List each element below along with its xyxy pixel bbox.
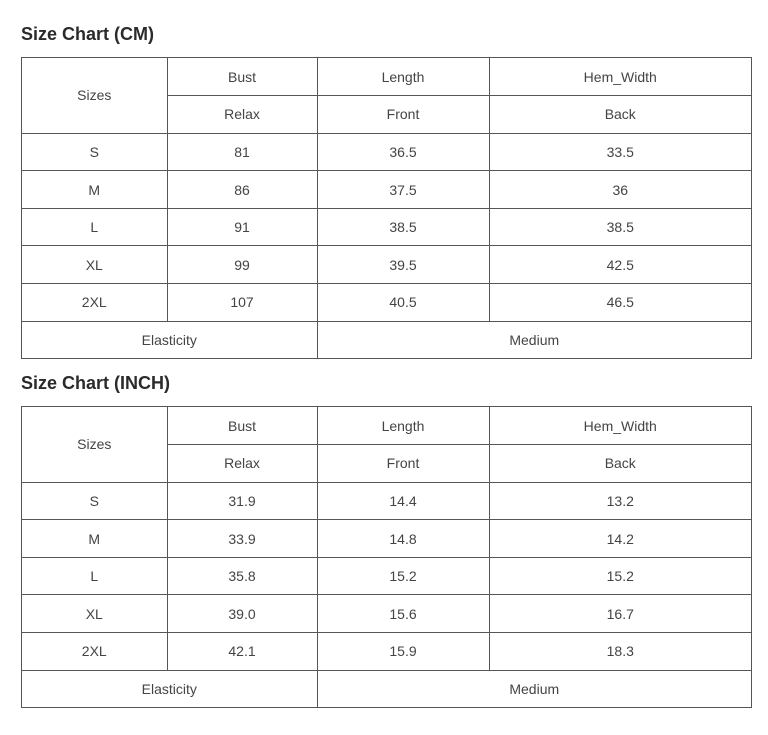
hem-width-cell: 14.2 [489,520,751,558]
elasticity-label: Elasticity [22,670,317,708]
elasticity-row [22,670,751,708]
hem-width-cell: 18.3 [489,633,751,671]
size-chart-cm-table [21,57,752,359]
table-row [22,595,751,633]
hem-width-cell: 36 [489,171,751,209]
length-cell: 39.5 [317,246,489,284]
table-row [22,557,751,595]
table-row [22,520,751,558]
sizes-header: Sizes [22,407,167,482]
table-row [22,482,751,520]
size-cell: XL [22,246,167,284]
length-cell: 40.5 [317,284,489,322]
back-subheader: Back [489,445,751,483]
size-cell: S [22,133,167,171]
size-chart-inch-title: Size Chart (INCH) [21,373,171,393]
bust-cell: 39.0 [167,595,317,633]
elasticity-value: Medium [317,670,751,708]
elasticity-label: Elasticity [22,321,317,359]
bust-cell: 42.1 [167,633,317,671]
hem-width-cell: 38.5 [489,208,751,246]
header-row [22,407,751,445]
size-cell: 2XL [22,633,167,671]
length-cell: 37.5 [317,171,489,209]
bust-cell: 31.9 [167,482,317,520]
hem-width-cell: 13.2 [489,482,751,520]
table-row [22,208,751,246]
front-subheader: Front [317,96,489,134]
size-cell: M [22,171,167,209]
length-cell: 38.5 [317,208,489,246]
hem-width-header: Hem_Width [489,407,751,445]
back-subheader: Back [489,96,751,134]
size-cell: 2XL [22,284,167,322]
sizes-header: Sizes [22,58,167,133]
table-row [22,246,751,284]
bust-cell: 91 [167,208,317,246]
bust-cell: 99 [167,246,317,284]
hem-width-cell: 33.5 [489,133,751,171]
table-row [22,633,751,671]
length-header: Length [317,407,489,445]
bust-cell: 86 [167,171,317,209]
hem-width-header: Hem_Width [489,58,751,96]
size-chart-inch-table [21,406,752,708]
length-cell: 15.2 [317,557,489,595]
length-header: Length [317,58,489,96]
relax-subheader: Relax [167,96,317,134]
hem-width-cell: 46.5 [489,284,751,322]
bust-header: Bust [167,407,317,445]
bust-cell: 35.8 [167,557,317,595]
hem-width-cell: 42.5 [489,246,751,284]
size-cell: M [22,520,167,558]
table-row [22,171,751,209]
bust-header: Bust [167,58,317,96]
length-cell: 14.4 [317,482,489,520]
size-cell: XL [22,595,167,633]
bust-cell: 33.9 [167,520,317,558]
table-row [22,284,751,322]
length-cell: 15.6 [317,595,489,633]
relax-subheader: Relax [167,445,317,483]
length-cell: 36.5 [317,133,489,171]
front-subheader: Front [317,445,489,483]
size-cell: L [22,208,167,246]
size-chart-cm-title: Size Chart (CM) [21,24,155,44]
bust-cell: 107 [167,284,317,322]
header-row [22,58,751,96]
length-cell: 14.8 [317,520,489,558]
elasticity-value: Medium [317,321,751,359]
table-row [22,133,751,171]
hem-width-cell: 16.7 [489,595,751,633]
length-cell: 15.9 [317,633,489,671]
bust-cell: 81 [167,133,317,171]
elasticity-row [22,321,751,359]
size-cell: L [22,557,167,595]
size-cell: S [22,482,167,520]
hem-width-cell: 15.2 [489,557,751,595]
